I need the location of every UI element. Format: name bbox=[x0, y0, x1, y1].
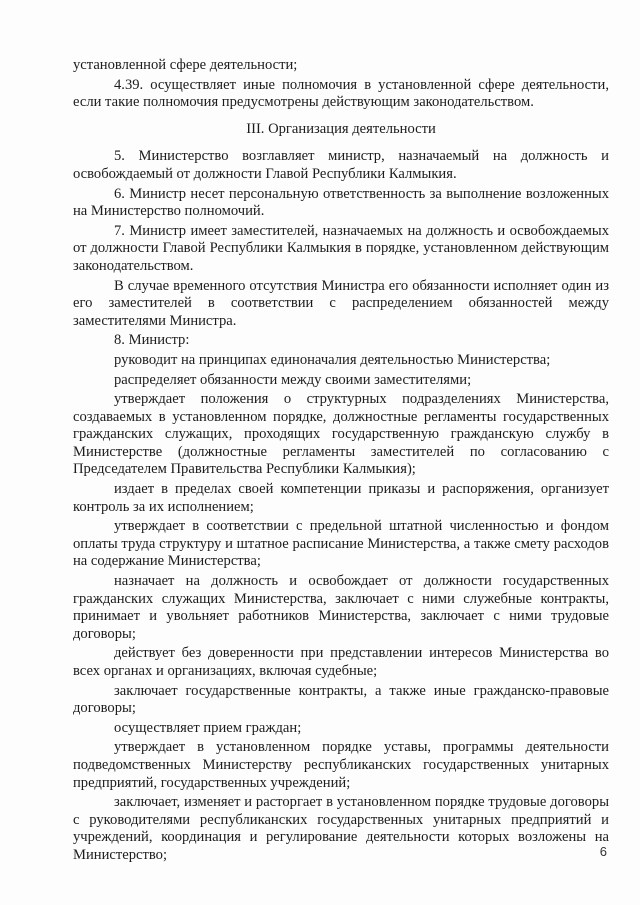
absence-paragraph: В случае временного отсутствия Министра его обязанности исполняет один из его заместителей в соответствии с распределением обязанностей между заместителями Министра. bbox=[73, 277, 609, 329]
duty-item: утверждает в соответствии с предельной штатной численностью и фондом оплаты труда структуру и штатное расписание Министерства, а также смету расходов на содержание Министерства; bbox=[73, 518, 609, 570]
duty-item: заключает государственные контракты, а также иные гражданско-правовые договоры; bbox=[73, 682, 609, 717]
duty-item: осуществляет прием граждан; bbox=[114, 719, 302, 736]
clause-5: 5. Министерство возглавляет министр, назначаемый на должность и освобождаемый от должности Главой Республики Калмыкия. bbox=[73, 148, 609, 182]
continuation-text: установленной сфере деятельности; bbox=[73, 57, 298, 73]
duty-item: утверждает в установленном порядке уставы, программы деятельности подведомственных Министерству республиканских государственных унитарных предприятий, государственных учреждений; bbox=[73, 739, 609, 791]
duty-item: руководит на принципах единоначалия деятельностью Министерства; bbox=[114, 351, 551, 368]
clause-7: 7. Министр имеет заместителей, назначаемых на должность и освобождаемых от должности Главой Республики Калмыкия в порядке, установленном действующим законодательством. bbox=[73, 222, 609, 274]
duty-item: издает в пределах своей компетенции приказы и распоряжения, организует контроль за их исполнением; bbox=[73, 481, 609, 515]
clause-4-39: 4.39. осуществляет иные полномочия в установленной сфере деятельности, если такие полномочия предусмотрены действующим законодательством. bbox=[73, 76, 609, 111]
document-body bbox=[73, 57, 609, 867]
duty-item: утверждает положения о структурных подразделениях Министерства, создаваемых в установленном порядке, должностные регламенты государственных гражданских служащих, проходящих государственную гражданскую службу в Министерстве (должностные регламенты заместителей по согласованию с Председателем Правительства Республики Калмыкия); bbox=[73, 391, 609, 478]
duty-item: распределяет обязанности между своими заместителями; bbox=[114, 371, 472, 388]
section-heading: III. Организация деятельности bbox=[246, 120, 436, 137]
duty-item: действует без доверенности при представлении интересов Министерства во всех органах и организациях, включая судебные; bbox=[73, 645, 609, 679]
page-number: 6 bbox=[599, 844, 607, 859]
duty-item: заключает, изменяет и расторгает в установленном порядке трудовые договоры с руководителями республиканских государственных унитарных предприятий и учреждений, координация и регулирование деятельности которых возложены на Министерство; bbox=[73, 794, 609, 863]
clause-6: 6. Министр несет персональную ответственность за выполнение возложенных на Министерство полномочий. bbox=[73, 185, 609, 220]
duty-item: назначает на должность и освобождает от должности государственных гражданских служащих Министерства, заключает с ними служебные контракты, принимает и увольняет работников Министерства, заключает с ними трудовые договоры; bbox=[73, 573, 609, 642]
clause-8-intro: 8. Министр: bbox=[114, 332, 190, 349]
